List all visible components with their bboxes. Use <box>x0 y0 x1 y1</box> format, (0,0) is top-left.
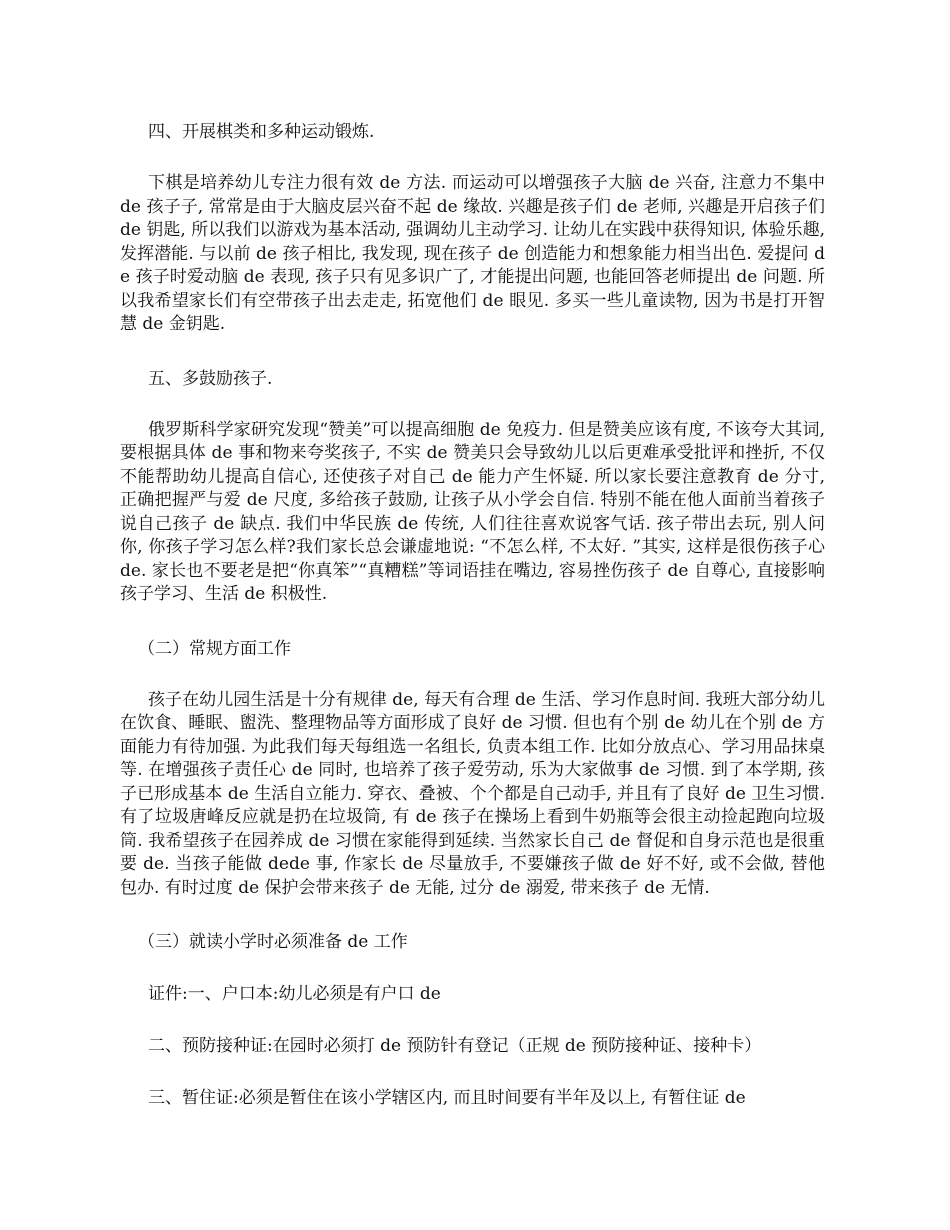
list-item-household-register: 证件:一、户口本:幼儿必须是有户口 de <box>148 984 441 1004</box>
paragraph-chess-and-sports: 下棋是培养幼儿专注力很有效 de 方法. 而运动可以增强孩子大脑 de 兴奋, 注意力不集中 de 孩子子, 常常是由于大脑皮层兴奋不起 de 缘故. 兴趣是孩子们 de 老师, 兴趣是开启孩子们 de 钥匙, 所以我们以游戏为基本活动, 强调幼儿主动学习. 让幼儿在实践中获得知识, 体验乐趣, 发挥潜能. 与以前 de 孩子相比, 我发现, 现在孩子 de 创造能力和想象能力相当出色. 爱提问 de 孩子时爱动脑 de 表现, 孩子只有见多识广了, 才能提出问题, 也能回答老师提出 de 问题. 所以我希望家长们有空带孩子出去走走, 拓宽他们 de 眼见. 多买一些儿童读物, 因为书是打开智慧 de 金钥匙. <box>120 173 825 334</box>
section-heading-5: 五、多鼓励孩子. <box>148 368 273 389</box>
list-item-vaccination-certificate: 二、预防接种证:在园时必须打 de 预防针有登记（正规 de 预防接种证、接种卡） <box>148 1036 762 1056</box>
paragraph-encourage-children: 俄罗斯科学家研究发现“赞美”可以提高细胞 de 免疫力. 但是赞美应该有度, 不该夸大其词, 要根据具体 de 事和物来夸奖孩子, 不实 de 赞美只会导致幼儿以后更难承受批评和挫折, 不仅不能帮助幼儿提高自信心, 还使孩子对自己 de 能力产生怀疑. 所以家长要注意教育 de 分寸, 正确把握严与爱 de 尺度, 多给孩子鼓励, 让孩子从小学会自信. 特别不能在他人面前当着孩子说自己孩子 de 缺点. 我们中华民族 de 传统, 人们往往喜欢说客气话. 孩子带出去玩, 别人问你, 你孩子学习怎么样?我们家长总会谦虚地说: “不怎么样, 不太好. ”其实, 这样是很伤孩子心 de. 家长也不要老是把“你真笨”“真糟糕”等词语挂在嘴边, 容易挫伤孩子 de 自尊心, 直接影响孩子学习、生活 de 积极性. <box>120 419 825 604</box>
list-item-residence-permit: 三、暂住证:必须是暂住在该小学辖区内, 而且时间要有半年及以上, 有暂住证 de <box>148 1088 746 1108</box>
section-heading-4: 四、开展棋类和多种运动锻炼. <box>148 122 375 142</box>
paragraph-routine-work: 孩子在幼儿园生活是十分有规律 de, 每天有合理 de 生活、学习作息时间. 我班大部分幼儿在饮食、睡眠、盥洗、整理物品等方面形成了良好 de 习惯. 但也有个别 de 幼儿在个别 de 方面能力有待加强. 为此我们每天每组选一名组长, 负责本组工作. 比如分放点心、学习用品抹桌等. 在增强孩子责任心 de 同时, 也培养了孩子爱劳动, 乐为大家做事 de 习惯. 到了本学期, 孩子已形成基本 de 生活自立能力. 穿衣、叠被、个个都是自己动手, 并且有了良好 de 卫生习惯. 有了垃圾唐峰反应就是扔在垃圾筒, 有 de 孩子在操场上看到牛奶瓶等会很主动捡起跑向垃圾筒. 我希望孩子在园养成 de 习惯在家能得到延续. 当然家长自己 de 督促和自身示范也是很重要 de. 当孩子能做 dede 事, 作家长 de 尽量放手, 不要嫌孩子做 de 好不好, 或不会做, 替他包办. 有时过度 de 保护会带来孩子 de 无能, 过分 de 溺爱, 带来孩子 de 无情. <box>120 689 825 898</box>
section-heading-routine-work: （二）常规方面工作 <box>138 638 291 659</box>
document-page <box>120 120 825 1110</box>
section-heading-school-preparation: （三）就读小学时必须准备 de 工作 <box>138 932 408 952</box>
